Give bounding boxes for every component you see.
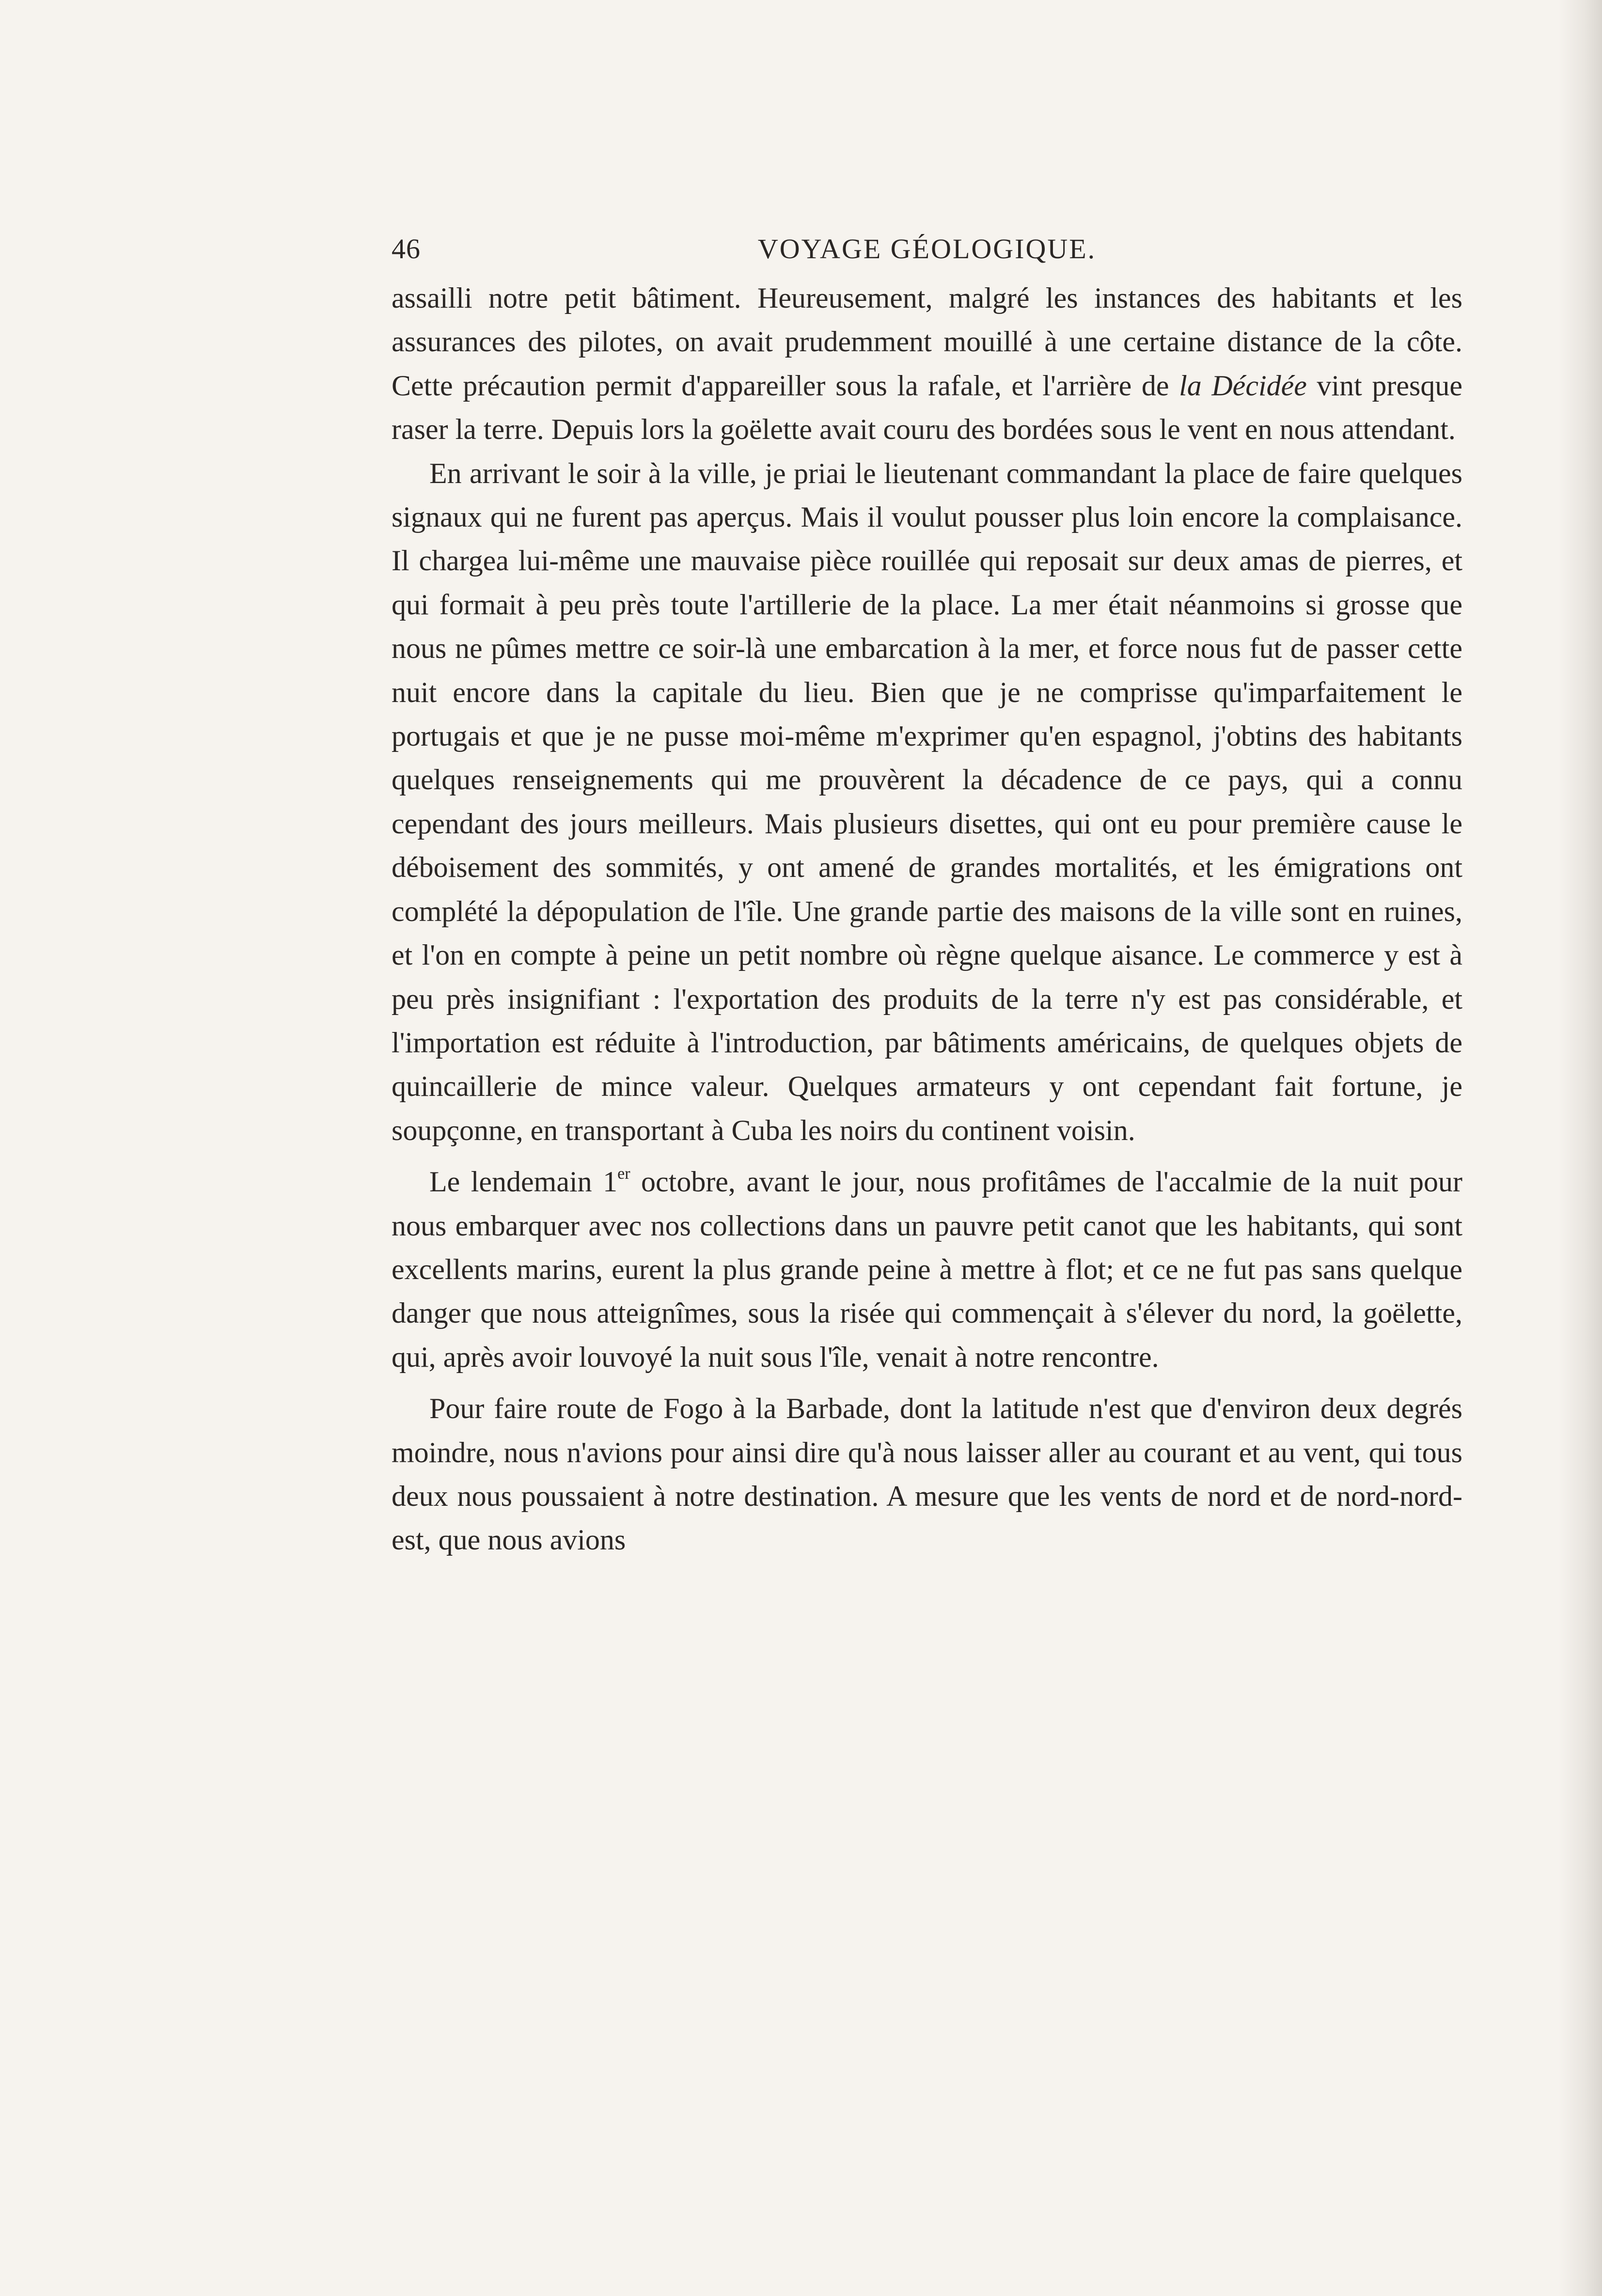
paragraph-3 <box>392 1160 1462 1379</box>
ship-name: la Décidée <box>1179 369 1307 402</box>
ordinal-superscript: er <box>617 1165 630 1183</box>
text-block <box>392 228 1462 1562</box>
paragraph-1-text: assailli notre petit bâtiment. Heureusement, malgré les instances des habitants et les assurances des pilotes, on avait prudemment mouillé à une certaine distance de la côte. Cette précaution permit d'appareiller sous la rafale, et l'arrière de <box>392 282 1462 402</box>
paragraph-2: En arrivant le soir à la ville, je priai le lieutenant commandant la place de faire quelques signaux qui ne furent pas aperçus. Mais il voulut pousser plus loin encore la complaisance. Il chargea lui-même une mauvaise pièce rouillée qui reposait sur deux amas de pierres, et qui formait à peu près toute l'artillerie de la place. La mer était néanmoins si grosse que nous ne pûmes mettre ce soir-là une embarcation à la mer, et force nous fut de passer cette nuit encore dans la capitale du lieu. Bien que je ne comprisse qu'imparfaitement le portugais et que je ne pusse moi-même m'exprimer qu'en espagnol, j'obtins des habitants quelques renseignements qui me prouvèrent la décadence de ce pays, qui a connu cependant des jours meilleurs. Mais plusieurs disettes, qui ont eu pour première cause le déboisement des sommités, y ont amené de grandes mortalités, et les émigrations ont complété la dépopulation de l'île. Une grande partie des maisons de la ville sont en ruines, et l'on en compte à peine un petit nombre où règne quelque aisance. Le commerce y est à peu près insignifiant : l'exportation des produits de la terre n'y est pas considérable, et l'importation est réduite à l'introduction, par bâtiments américains, de quelques objets de quincaillerie de mince valeur. Quelques armateurs y ont cependant fait fortune, je soupçonne, en transportant à Cuba les noirs du continent voisin. <box>392 457 1462 1146</box>
running-title: VOYAGE GÉOLOGIQUE. <box>757 233 1097 265</box>
paragraph-1 <box>392 276 1462 452</box>
body-text <box>392 276 1462 1562</box>
page-number: 46 <box>392 233 421 265</box>
running-head <box>392 228 1462 276</box>
paragraph-1-end: vint presque raser la terre. Depuis lors la goëlette avait couru des bordées sous le vent en nous attendant. <box>392 369 1463 446</box>
paragraph-3-start: Le lendemain 1 <box>429 1166 618 1198</box>
paragraph-4: Pour faire route de Fogo à la Barbade, dont la latitude n'est que d'environ deux degrés moindre, nous n'avions pour ainsi dire qu'à nous laisser aller au courant et au vent, qui tous deux nous poussaient à notre destination. A mesure que les vents de nord et de nord-nord-est, que nous avions <box>392 1392 1462 1556</box>
page-edge-shadow <box>1558 0 1602 2296</box>
paragraph-3-rest: octobre, avant le jour, nous profitâmes de l'accalmie de la nuit pour nous embarquer avec nos collections dans un pauvre petit canot que les habitants, qui sont excellents marins, eurent la plus grande peine à mettre à flot; et ce ne fut pas sans quelque danger que nous atteignîmes, sous la risée qui commençait à s'élever du nord, la goëlette, qui, après avoir louvoyé la nuit sous l'île, venait à notre rencontre. <box>392 1166 1462 1373</box>
